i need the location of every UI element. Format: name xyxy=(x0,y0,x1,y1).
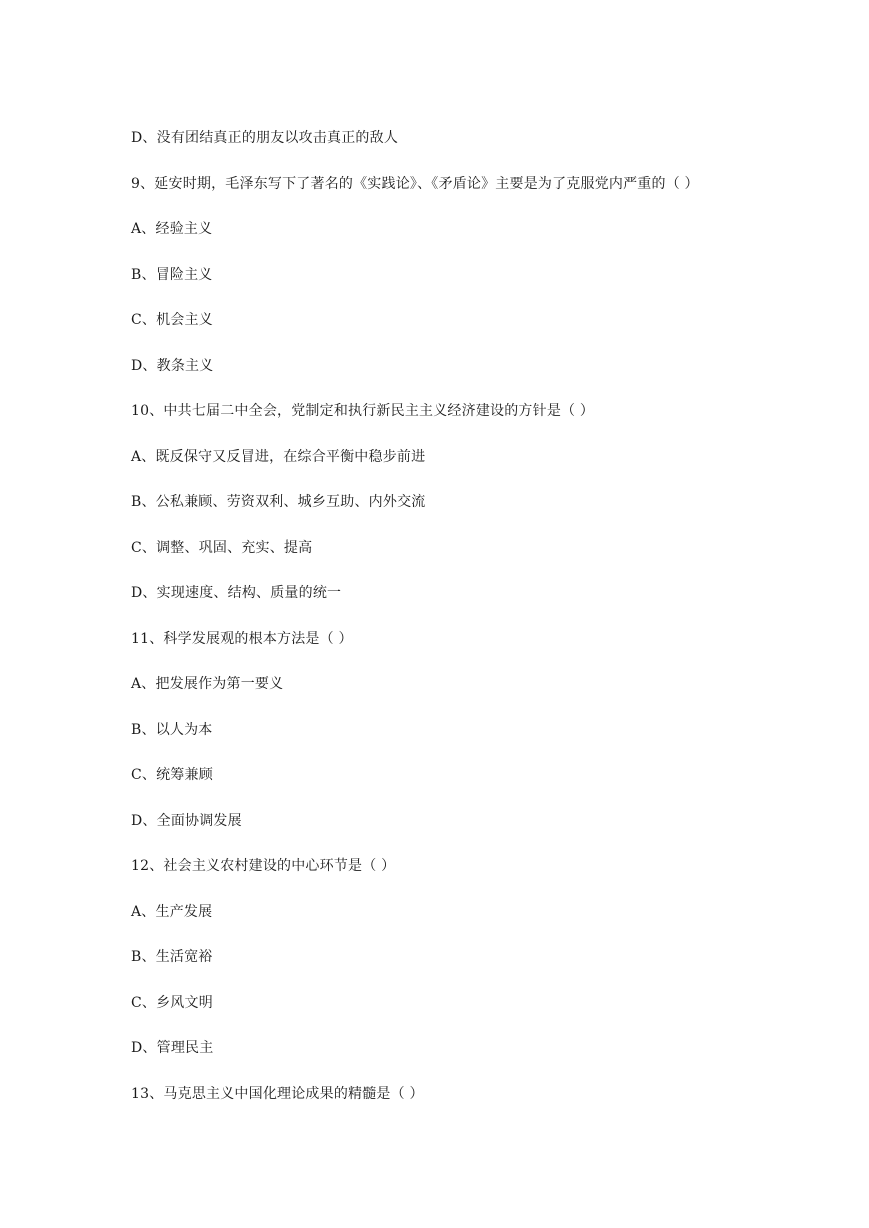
q9-question: 9、延安时期，毛泽东写下了著名的《实践论》、《矛盾论》主要是为了克服党内严重的（ ） xyxy=(131,176,699,192)
q10-option-c: C、调整、巩固、充实、提高 xyxy=(131,540,313,556)
q11-option-c: C、统筹兼顾 xyxy=(131,767,213,783)
q10-option-a: A、既反保守又反冒进，在综合平衡中稳步前进 xyxy=(131,449,426,465)
q10-question: 10、中共七届二中全会，党制定和执行新民主主义经济建设的方针是（ ） xyxy=(131,403,595,419)
q11-question: 11、科学发展观的根本方法是（ ） xyxy=(131,631,353,647)
q12-question: 12、社会主义农村建设的中心环节是（ ） xyxy=(131,858,396,874)
q10-option-d: D、实现速度、结构、质量的统一 xyxy=(131,585,342,601)
q9-option-c: C、机会主义 xyxy=(131,312,213,328)
q9-option-a: A、经验主义 xyxy=(131,221,213,237)
q11-option-b: B、以人为本 xyxy=(131,722,213,738)
q12-option-c: C、乡风文明 xyxy=(131,995,213,1011)
q12-option-b: B、生活宽裕 xyxy=(131,949,213,965)
q8-option-d: D、没有团结真正的朋友以攻击真正的敌人 xyxy=(131,130,399,146)
q10-option-b: B、公私兼顾、劳资双利、城乡互助、内外交流 xyxy=(131,494,426,510)
q13-question: 13、马克思主义中国化理论成果的精髓是（ ） xyxy=(131,1086,424,1102)
q9-option-b: B、冒险主义 xyxy=(131,267,213,283)
q12-option-a: A、生产发展 xyxy=(131,904,213,920)
q12-option-d: D、管理民主 xyxy=(131,1040,214,1056)
q9-option-d: D、教条主义 xyxy=(131,358,214,374)
q11-option-a: A、把发展作为第一要义 xyxy=(131,676,284,692)
q11-option-d: D、全面协调发展 xyxy=(131,813,242,829)
